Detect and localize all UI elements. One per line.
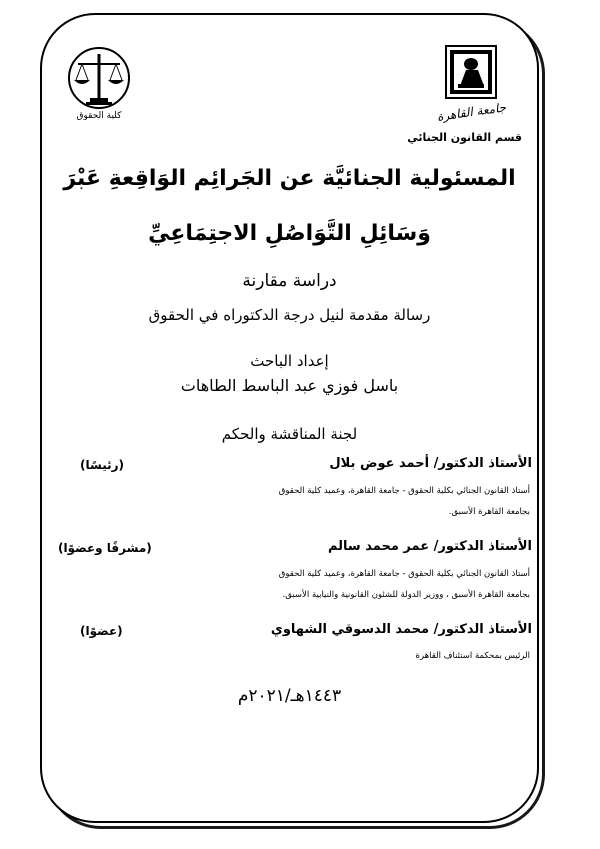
member-role: (مشرفًا وعضوًا)	[58, 541, 152, 555]
committee-heading: لجنة المناقشة والحكم	[221, 425, 358, 443]
faculty-logo	[64, 40, 134, 130]
member-role: (عضوًا)	[80, 624, 123, 638]
date: ١٤٤٣هـ/٢٠٢١م	[237, 686, 342, 706]
member-name: الأستاذ الدكتور/ أحمد عوض بلال	[329, 456, 532, 471]
member-name: الأستاذ الدكتور/ عمر محمد سالم	[327, 539, 532, 554]
study-type: دراسة مقارنة	[242, 271, 337, 291]
researcher-name: باسل فوزي عبد الباسط الطاهات	[180, 376, 399, 395]
university-logo-caption: جامعة القاهرة	[436, 100, 507, 124]
thesis-title-line-2: وَسَائِلِ التَّوَاصُلِ الاجتِمَاعِيِّ	[148, 221, 431, 246]
faculty-logo-caption: كلية الحقوق	[76, 111, 122, 120]
member-name: الأستاذ الدكتور/ محمد الدسوقي الشهاوي	[270, 622, 532, 637]
thesis-title-line-1: المسئولية الجنائيَّة عن الجَرائِم الوَاقِعةِ عَبْرَ	[63, 166, 516, 191]
member-description: بجامعة القاهرة الأسبق.	[448, 507, 530, 517]
department-label: قسم القانون الجنائي	[407, 131, 522, 144]
member-description: الرئيس بمحكمة استئناف القاهرة	[415, 651, 530, 661]
prepared-by-label: إعداد الباحث	[250, 352, 329, 370]
member-description: أستاذ القانون الجنائي بكلية الحقوق - جامعة القاهرة، وعميد كلية الحقوق	[278, 486, 530, 496]
university-logo	[428, 40, 518, 130]
member-description: أستاذ القانون الجنائي بكلية الحقوق - جامعة القاهرة، وعميد كلية الحقوق	[278, 569, 530, 579]
member-description: بجامعة القاهرة الأسبق ، ووزير الدولة للشئون القانونية والنيابية الأسبق.	[282, 590, 530, 600]
scales-of-justice-icon	[64, 40, 134, 120]
degree-statement: رسالة مقدمة لنيل درجة الدكتوراه في الحقوق	[148, 306, 431, 324]
member-role: (رئيسًا)	[80, 458, 124, 472]
university-emblem-icon	[428, 40, 518, 130]
